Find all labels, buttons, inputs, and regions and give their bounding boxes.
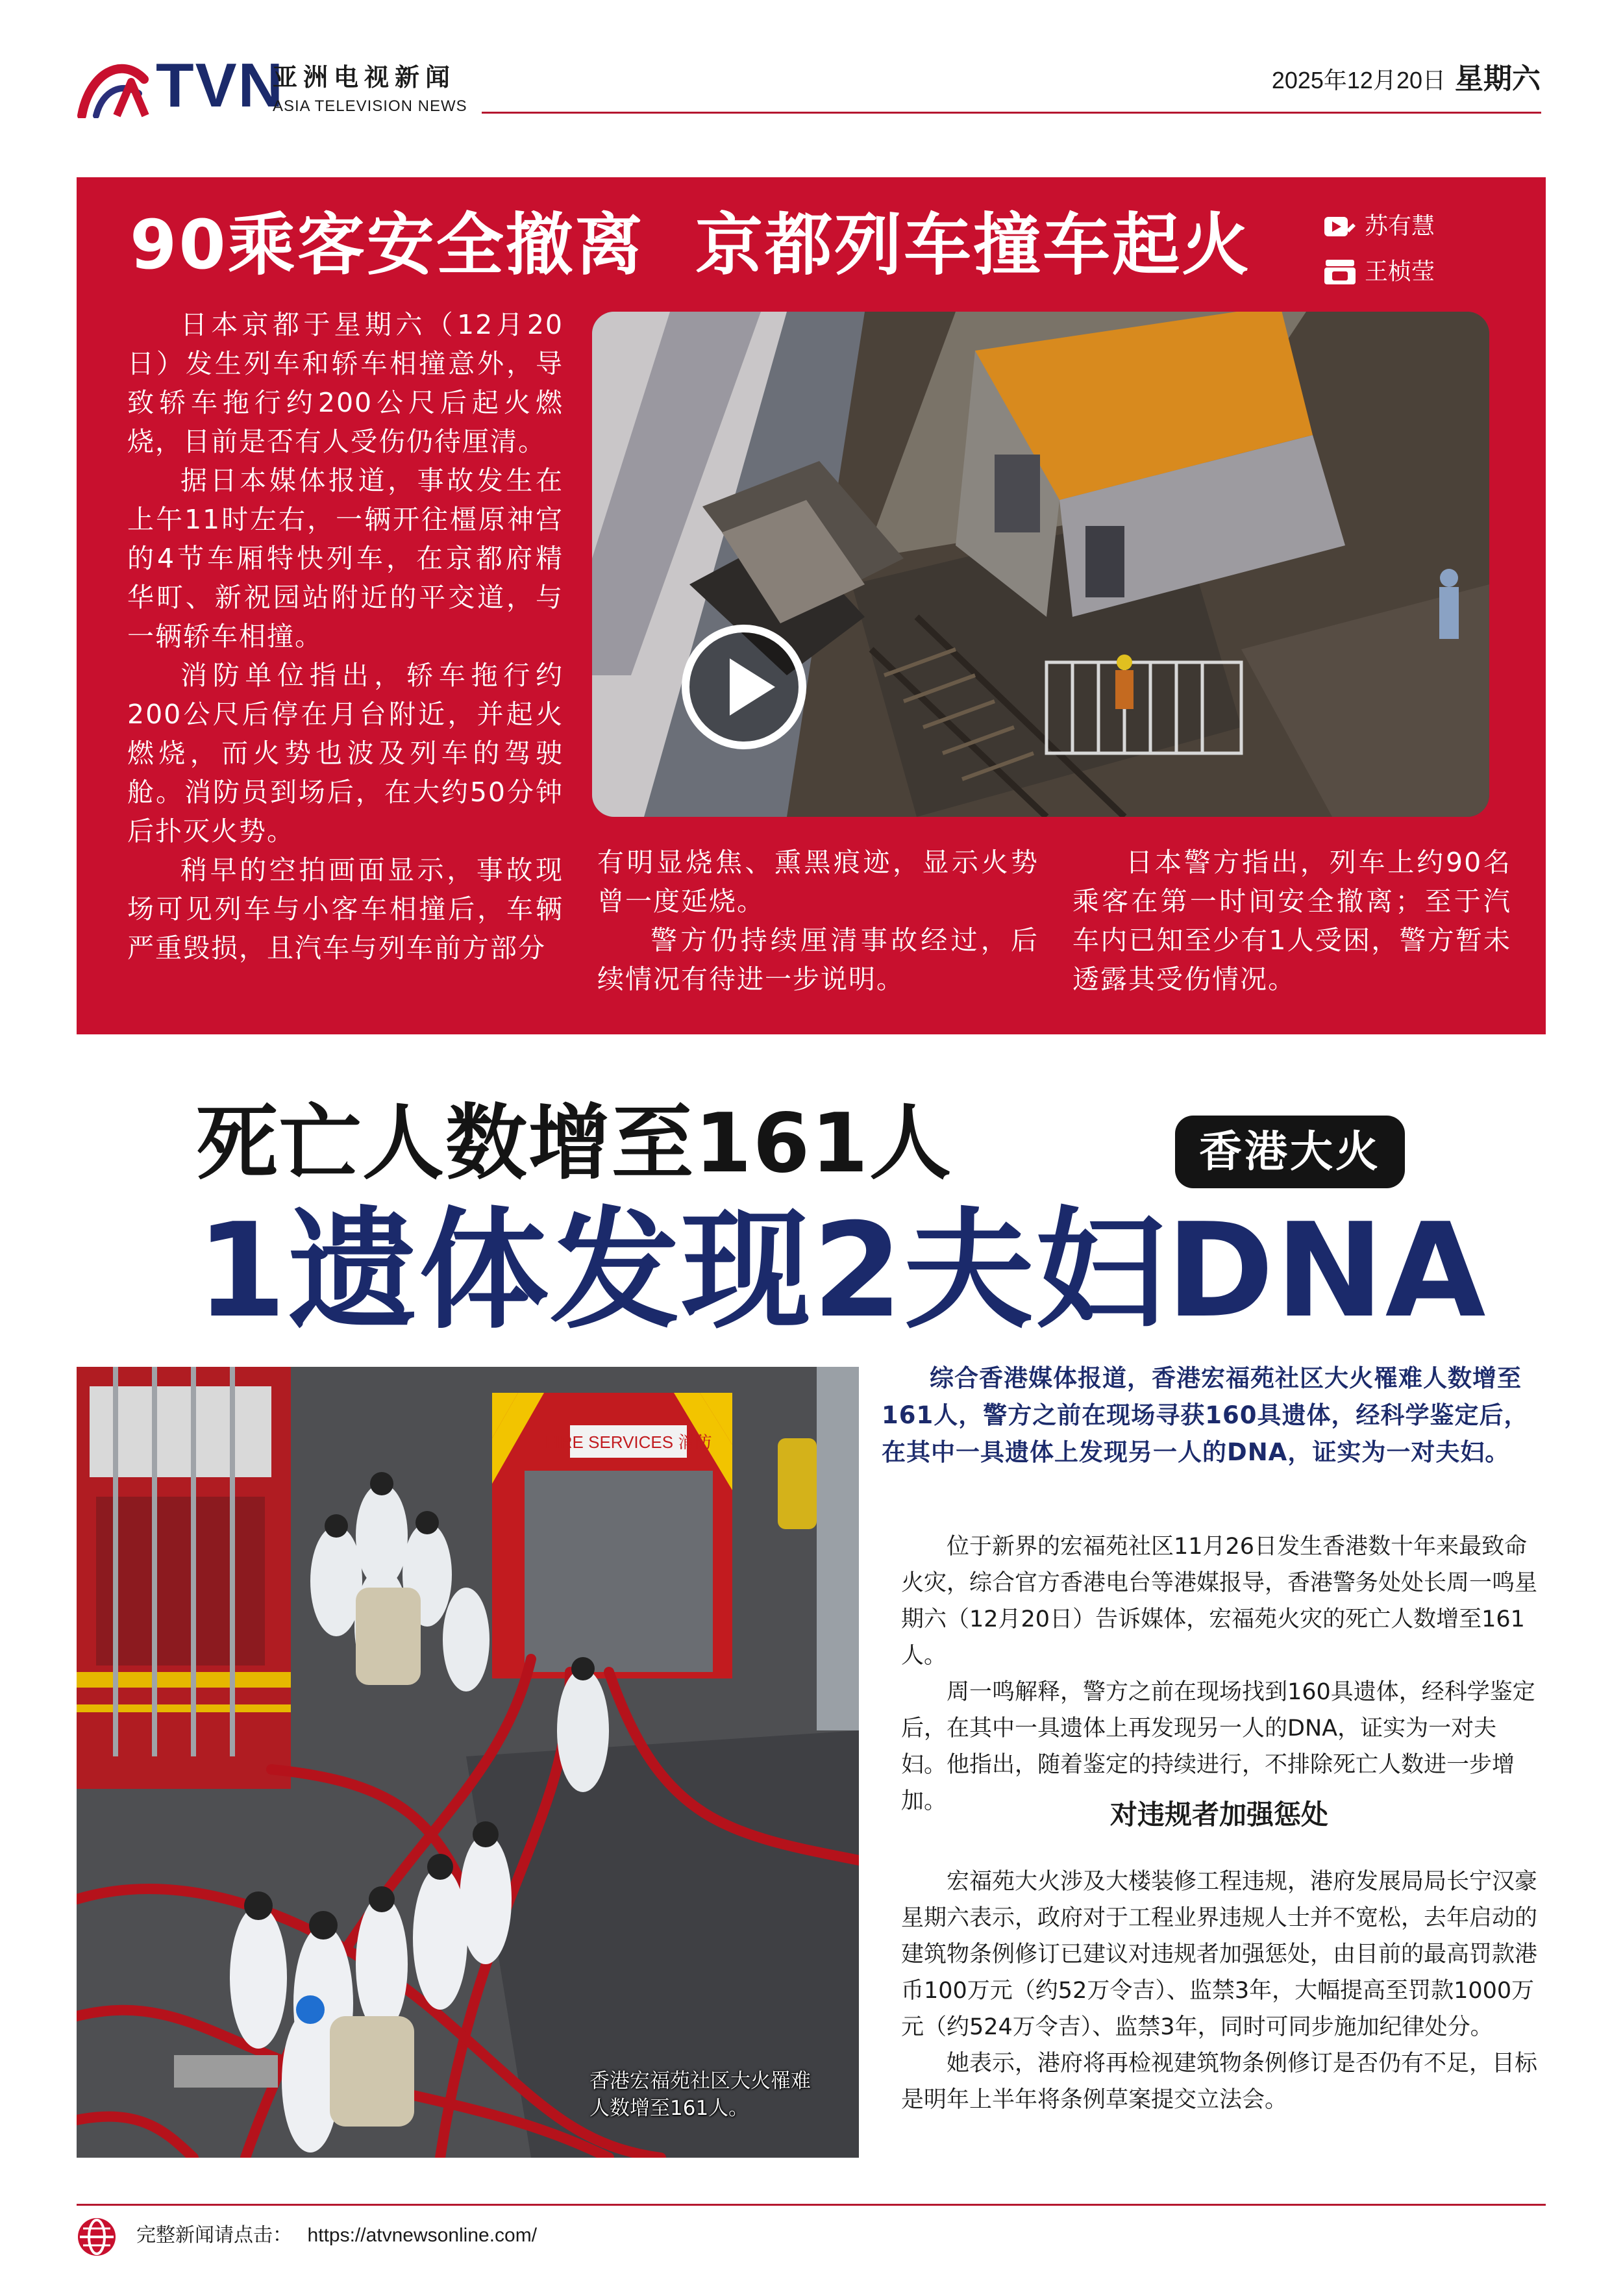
photo-caption: 香港宏福苑社区大火罹难人数增至161人。: [589, 2069, 811, 2120]
paragraph: 日本京都于星期六（12月20日）发生列车和轿车相撞意外，导致轿车拖行约200公尺后起火燃烧，目前是否有人受伤仍待厘清。: [127, 309, 564, 457]
paragraph: 消防单位指出，轿车拖行约200公尺后停在月台附近，并起火燃烧，而火势也波及列车的驾驶舱。消防员到场后，在大约50分钟后扑灭火势。: [127, 660, 564, 847]
camera-credit: [1323, 258, 1435, 286]
paragraph: 据日本媒体报道，事故发生在上午11时左右，一辆开往橿原神宫的4节车厢特快列车，在京都府精华町、新祝园站附近的平交道，与一辆轿车相撞。: [127, 465, 564, 652]
globe-icon: [77, 2217, 117, 2257]
story2-subheading: 对违规者加强惩处: [1109, 1799, 1328, 1830]
paragraph: 她表示，港府将再检视建筑物条例修订是否仍有不足，目标是明年上半年将条例草案提交立法会。: [901, 2051, 1538, 2113]
paragraph: 有明显烧焦、熏黑痕迹，显示火势曾一度延烧。: [597, 847, 1039, 917]
brand-name-en: ASIA TELEVISION NEWS: [273, 97, 467, 115]
camera-name: 王桢莹: [1365, 258, 1435, 285]
story2-photo: [77, 1367, 859, 2158]
paragraph: 位于新界的宏福苑社区11月26日发生香港数十年来最致命火灾，综合官方香港电台等港媒报导，香港警务处处长周一鸣星期六（12月20日）告诉媒体，宏福苑火灾的死亡人数增至161人。: [901, 1534, 1538, 1669]
footer-url-link[interactable]: https://atvnewsonline.com/: [307, 2225, 538, 2246]
camera-icon: [1323, 258, 1357, 286]
story1-column-1: [127, 305, 564, 967]
video-camera-icon: [1323, 213, 1357, 240]
story2-headline-top: 死亡人数增至161人: [196, 1095, 953, 1191]
header-divider: [482, 112, 1541, 114]
truck-label: FIRE SERVICES 消防: [545, 1432, 712, 1452]
footer-link-row: [136, 2226, 537, 2245]
logo-text: TVN: [156, 51, 284, 120]
paragraph: 宏福苑大火涉及大楼装修工程违规，港府发展局局长宁汉豪星期六表示，政府对于工程业界违规人士并不宽松，去年启动的建筑物条例修订已建议对违规者加强惩处，由目前的最高罚款港币100万元（约52万令吉）、监禁3年，大幅提高至罚款1000万元（约524万令吉）、监禁3年，同时可同步施加纪律处分。: [901, 1869, 1538, 2040]
lede-paragraph: 综合香港媒体报道，香港宏福苑社区大火罹难人数增至161人，警方之前在现场寻获160具遗体，经科学鉴定后，在其中一具遗体上发现另一人的DNA，证实为一对夫妇。: [882, 1364, 1529, 1466]
footer-label: 完整新闻请点击：: [136, 2224, 292, 2247]
story2-body-b: [901, 1864, 1537, 2118]
story1-headline: 90乘客安全撤离 京都列车撞车起火: [130, 205, 1252, 284]
paragraph: 周一鸣解释，警方之前在现场找到160具遗体，经科学鉴定后，在其中一具遗体上再发现另一人的DNA，证实为一对夫妇。他指出，随着鉴定的持续进行，不排除死亡人数进一步增加。: [901, 1679, 1535, 1814]
paragraph: 警方仍持续厘清事故经过，后续情况有待进一步说明。: [597, 925, 1039, 995]
story2-lede: [882, 1360, 1531, 1471]
atv-logo-icon: [77, 60, 155, 118]
reporter-name: 苏有慧: [1365, 213, 1435, 240]
brand-name-cn: 亚洲电视新闻: [273, 63, 456, 92]
reporter-credit: [1323, 213, 1435, 240]
story1-column-3: [1072, 843, 1511, 999]
story2-body-a: [901, 1529, 1537, 1819]
weekday-text: 星期六: [1455, 62, 1541, 95]
topic-tag: 香港大火: [1175, 1116, 1405, 1188]
story1-column-2: [597, 843, 1039, 999]
play-icon[interactable]: [679, 622, 809, 752]
paragraph: 日本警方指出，列车上约90名乘客在第一时间安全撤离；至于汽车内已知至少有1人受困，警方暂未透露其受伤情况。: [1072, 847, 1511, 995]
issue-date: [1271, 62, 1541, 95]
fire-rescue-photo: [77, 1367, 859, 2158]
paragraph: 稍早的空拍画面显示，事故现场可见列车与小客车相撞后，车辆严重毁损，且汽车与列车前方部分: [127, 855, 564, 964]
story2-headline-main: 1遗体发现2夫妇DNA: [196, 1195, 1487, 1347]
footer-divider: [77, 2204, 1546, 2206]
date-text: 2025年12月20日: [1271, 67, 1446, 94]
